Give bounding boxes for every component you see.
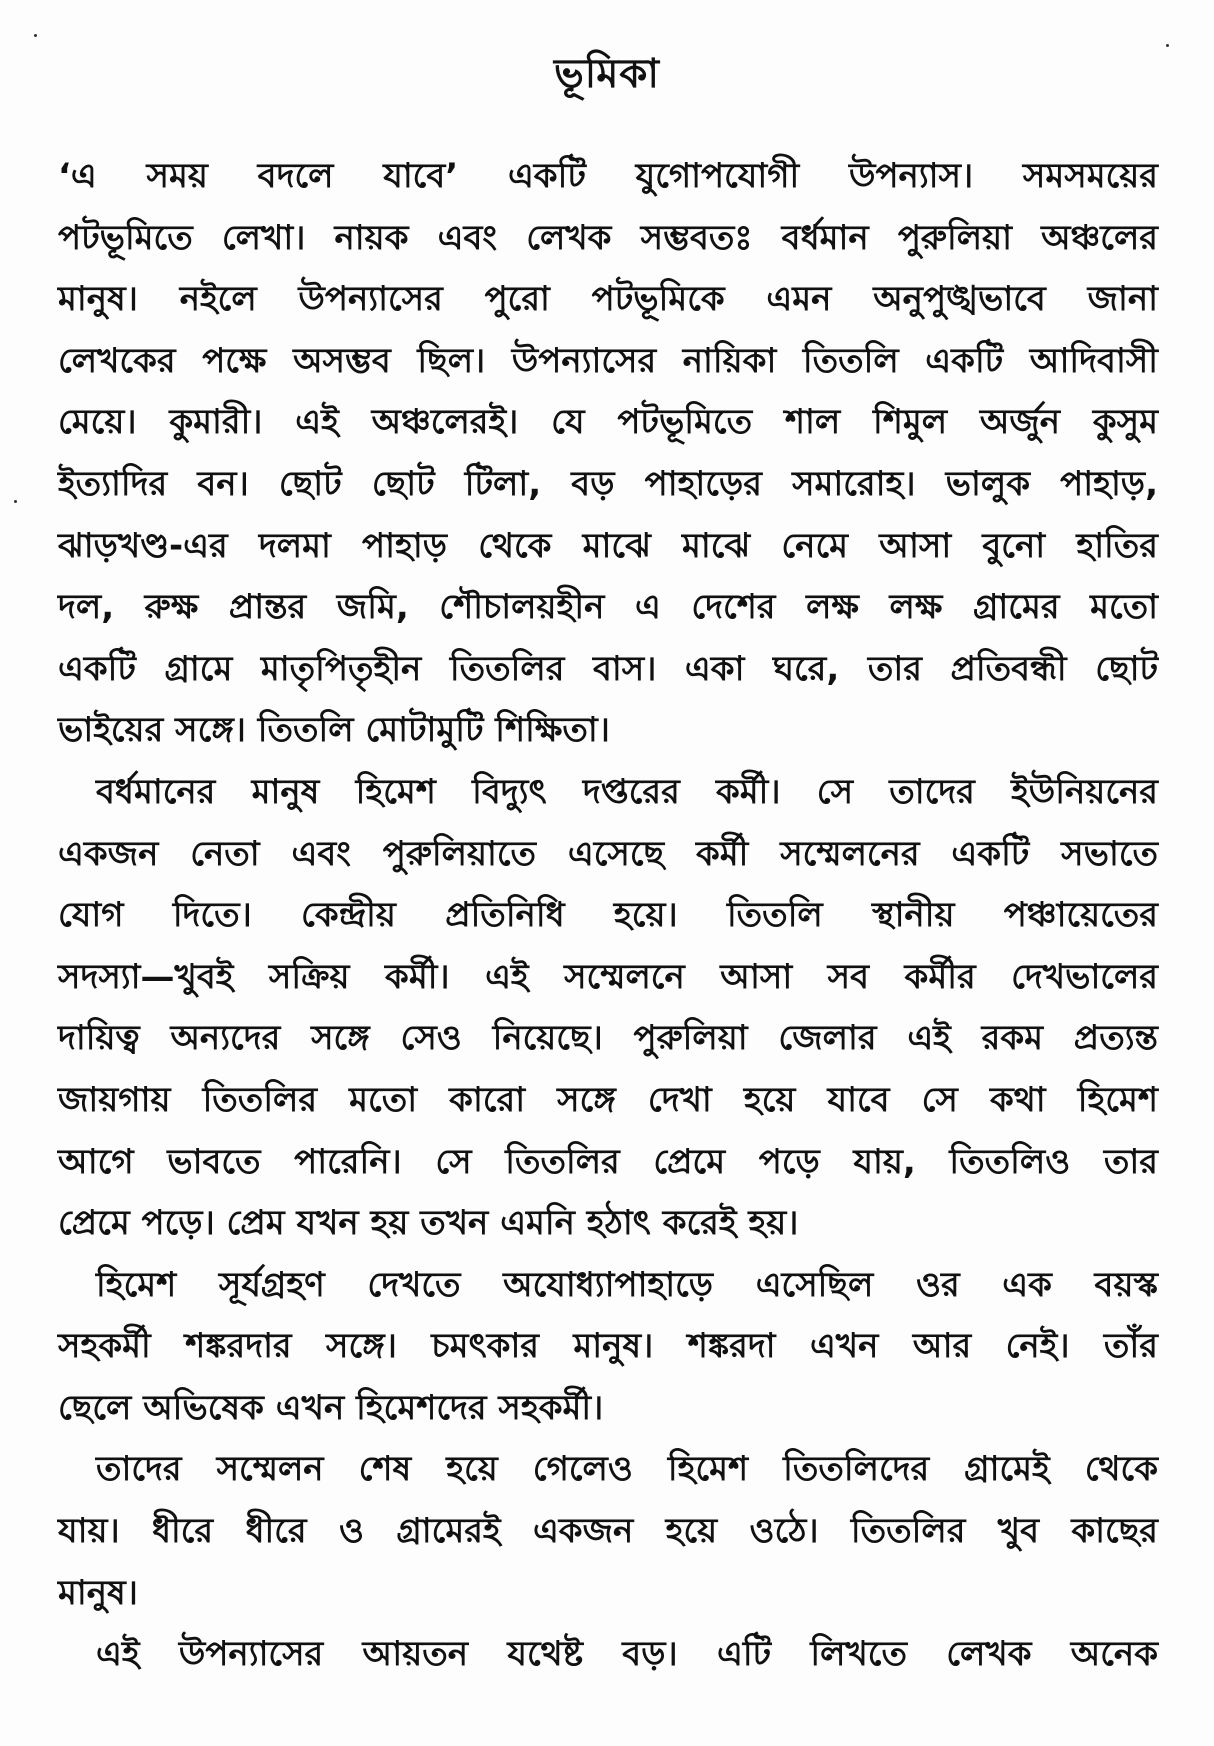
page-title: ভূমিকা — [553, 51, 661, 97]
text-line: দল, রুক্ষ প্রান্তর জমি, শৌচালয়হীন এ দেশের লক্ষ লক্ষ গ্রামের মতো — [58, 587, 1158, 628]
text-line: এই উপন্যাসের আয়তন যথেষ্ট বড়। এটি লিখতে লেখক অনেক — [96, 1634, 1158, 1675]
text-line: আগে ভাবতে পারেনি। সে তিতলির প্রেমে পড়ে যায়, তিতলিও তার — [58, 1141, 1158, 1182]
text-line: লেখকের পক্ষে অসম্ভব ছিল। উপন্যাসের নায়িকা তিতলি একটি আদিবাসী — [58, 340, 1158, 381]
text-line: একজন নেতা এবং পুরুলিয়াতে এসেছে কর্মী সম্মেলনের একটি সভাতে — [58, 833, 1158, 874]
text-line: হিমেশ সূর্যগ্রহণ দেখতে অযোধ্যাপাহাড়ে এসেছিল ওর এক বয়স্ক — [96, 1264, 1158, 1305]
text-line: পটভূমিতে লেখা। নায়ক এবং লেখক সম্ভবতঃ বর্ধমান পুরুলিয়া অঞ্চলের — [58, 217, 1158, 258]
text-line: একটি গ্রামে মাতৃপিতৃহীন তিতলির বাস। একা ঘরে, তার প্রতিবন্ধী ছোট — [58, 648, 1158, 689]
page-body-text — [58, 146, 1158, 1686]
text-line: যায়। ধীরে ধীরে ও গ্রামেরই একজন হয়ে ওঠে। তিতলির খুব কাছের — [58, 1511, 1158, 1552]
text-line: ছেলে অভিষেক এখন হিমেশদের সহকর্মী। — [58, 1387, 604, 1428]
text-line: মেয়ে। কুমারী। এই অঞ্চলেরই। যে পটভূমিতে শাল শিমুল অর্জুন কুসুম — [58, 402, 1158, 443]
text-line: যোগ দিতে। কেন্দ্রীয় প্রতিনিধি হয়ে। তিতলি স্থানীয় পঞ্চায়েতের — [58, 895, 1158, 936]
scan-speck — [1166, 44, 1169, 47]
text-line: দায়িত্ব অন্যদের সঙ্গে সেও নিয়েছে। পুরুলিয়া জেলার এই রকম প্রত্যন্ত — [58, 1018, 1158, 1059]
text-line: জায়গায় তিতলির মতো কারো সঙ্গে দেখা হয়ে যাবে সে কথা হিমেশ — [58, 1079, 1158, 1120]
text-line: ‘এ সময় বদলে যাবে’ একটি যুগোপযোগী উপন্যাস। সমসময়ের — [58, 156, 1158, 196]
scan-speck — [34, 34, 37, 37]
text-line: সহকর্মী শঙ্করদার সঙ্গে। চমৎকার মানুষ। শঙ্করদা এখন আর নেই। তাঁর — [58, 1326, 1158, 1367]
text-line: মানুষ। নইলে উপন্যাসের পুরো পটভূমিকে এমন অনুপুঙ্খভাবে জানা — [58, 279, 1158, 320]
text-line: ভাইয়ের সঙ্গে। তিতলি মোটামুটি শিক্ষিতা। — [58, 710, 610, 751]
text-line: প্রেমে পড়ে। প্রেম যখন হয় তখন এমনি হঠাৎ করেই হয়। — [58, 1203, 799, 1244]
text-line: মানুষ। — [58, 1572, 138, 1613]
text-line: সদস্যা—খুবই সক্রিয় কর্মী। এই সম্মেলনে আসা সব কর্মীর দেখভালের — [58, 956, 1158, 997]
scan-speck — [14, 500, 17, 503]
text-line: ঝাড়খণ্ড-এর দলমা পাহাড় থেকে মাঝে মাঝে নেমে আসা বুনো হাতির — [58, 525, 1158, 566]
text-line: ইত্যাদির বন। ছোট ছোট টিলা, বড় পাহাড়ের সমারোহ। ভালুক পাহাড়, — [58, 463, 1158, 504]
text-line: বর্ধমানের মানুষ হিমেশ বিদ্যুৎ দপ্তরের কর্মী। সে তাদের ইউনিয়নের — [96, 771, 1158, 812]
text-line: তাদের সম্মেলন শেষ হয়ে গেলেও হিমেশ তিতলিদের গ্রামেই থেকে — [96, 1449, 1158, 1490]
